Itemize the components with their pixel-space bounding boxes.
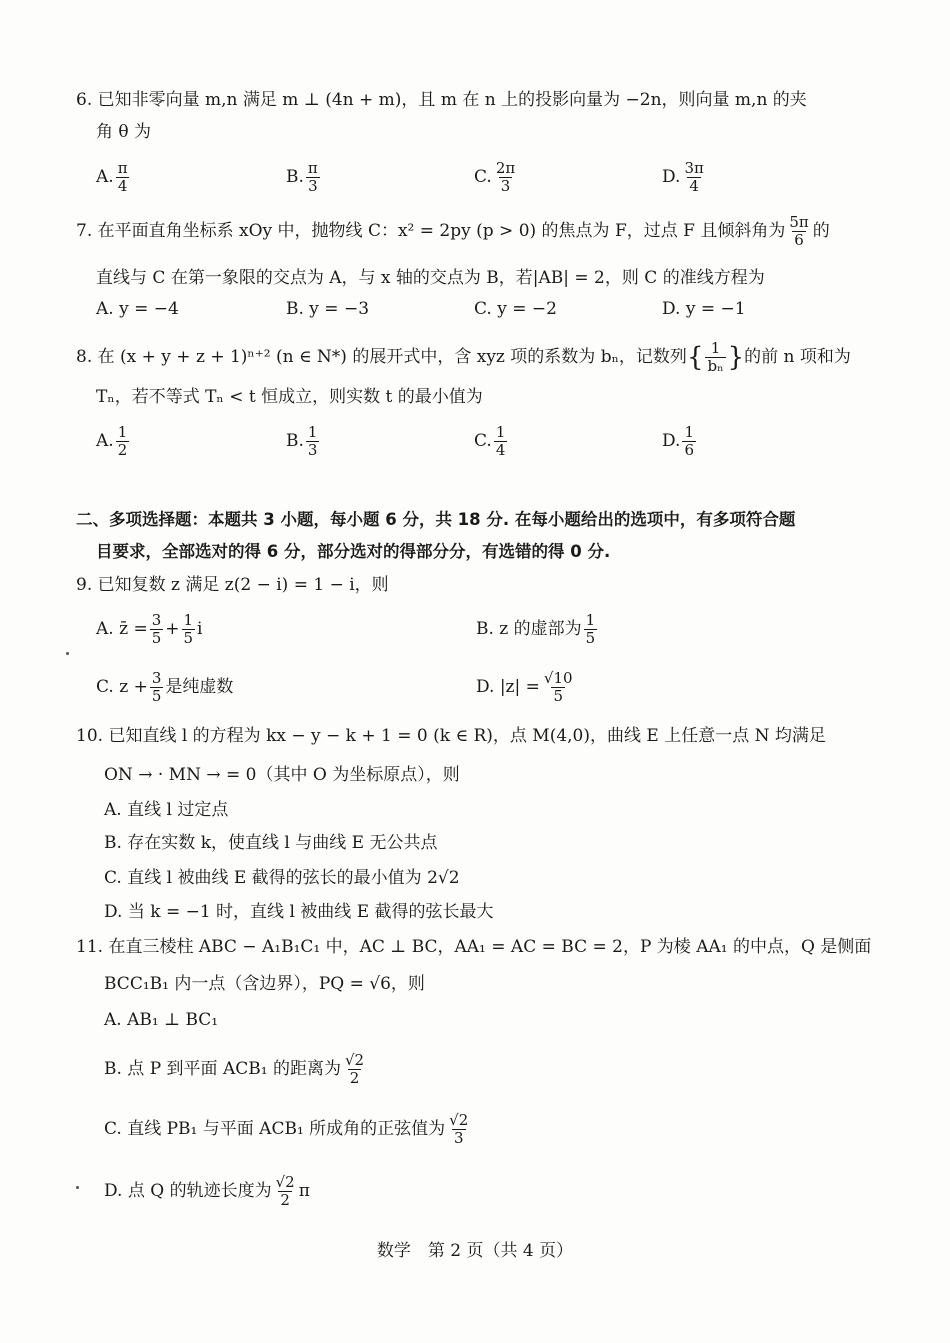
q6-option-d: D. $\frac{3\pi}{4}$ bbox=[662, 159, 704, 195]
q9-option-a: A. z̄ = $\frac{3}{5}$ + $\frac{1}{5}$ i bbox=[96, 611, 203, 647]
q9-option-d: D. |z| = $\frac{√10}{5}$ bbox=[476, 669, 573, 705]
q11-stem-line2: BCC₁B₁ 内一点（含边界），PQ = √6，则 bbox=[104, 974, 425, 994]
q8-option-b: B. $\frac{1}{3}$ bbox=[286, 423, 318, 459]
q11-option-c: C. 直线 PB₁ 与平面 ACB₁ 所成角的正弦值为 $\frac{√2}{3}$ bbox=[104, 1111, 469, 1147]
q11-option-d: D. 点 Q 的轨迹长度为 $\frac{√2}{2}$ π bbox=[104, 1173, 310, 1209]
q7-stem-line1: 7. 在平面直角坐标系 xOy 中，抛物线 C：x² = 2py (p > 0) 的焦点为 F，过点 F 且倾斜角为 $\frac{5\pi}{6}$ 的 bbox=[76, 213, 830, 249]
q10-option-d: D. 当 k = −1 时，直线 l 被曲线 E 截得的弦长最大 bbox=[104, 902, 494, 922]
q8-stem-line1: 8. 在 (x + y + z + 1)ⁿ⁺² (n ∈ N*) 的展开式中，含 xyz 项的系数为 bₙ，记数列{ $\frac{1}{\text{bₙ}}$ }的前 n 项和为 bbox=[76, 339, 851, 375]
q11-option-a: A. AB₁ ⊥ BC₁ bbox=[104, 1010, 219, 1030]
q6-option-c: C. $\frac{2\pi}{3}$ bbox=[474, 159, 516, 195]
q11-option-b: B. 点 P 到平面 ACB₁ 的距离为 $\frac{√2}{2}$ bbox=[104, 1051, 365, 1087]
q10-option-b: B. 存在实数 k，使直线 l 与曲线 E 无公共点 bbox=[104, 833, 438, 853]
q10-option-a: A. 直线 l 过定点 bbox=[104, 800, 229, 820]
q8-option-d: D. $\frac{1}{6}$ bbox=[662, 423, 694, 459]
scan-speck bbox=[76, 1186, 79, 1189]
q6-stem-line1: 6. 已知非零向量 m,n 满足 m ⊥ (4n + m)，且 m 在 n 上的投影向量为 −2n，则向量 m,n 的夹 bbox=[76, 90, 807, 110]
q10-stem-line1: 10. 已知直线 l 的方程为 kx − y − k + 1 = 0 (k ∈ R)，点 M(4,0)，曲线 E 上任意一点 N 均满足 bbox=[76, 726, 826, 746]
q8-option-c: C. $\frac{1}{4}$ bbox=[474, 423, 506, 459]
section2-heading-line2: 目要求，全部选对的得 6 分，部分选对的得部分分，有选错的得 0 分. bbox=[96, 542, 611, 561]
q11-stem-line1: 11. 在直三棱柱 ABC − A₁B₁C₁ 中，AC ⊥ BC，AA₁ = AC = BC = 2，P 为棱 AA₁ 的中点，Q 是侧面 bbox=[76, 937, 872, 957]
q7-option-d: D. y = −1 bbox=[662, 299, 746, 319]
q7-option-b: B. y = −3 bbox=[286, 299, 370, 319]
section2-heading-line1: 二、多项选择题：本题共 3 小题，每小题 6 分，共 18 分. 在每小题给出的选项中，有多项符合题 bbox=[76, 510, 796, 529]
q6-option-b: B. $\frac{\pi}{3}$ bbox=[286, 159, 318, 195]
q6-option-a: A. $\frac{\pi}{4}$ bbox=[96, 159, 128, 195]
q9-option-c: C. z + $\frac{3}{5}$ 是纯虚数 bbox=[96, 669, 234, 705]
page-footer: 数学 第 2 页（共 4 页） bbox=[376, 1241, 574, 1261]
q8-option-a: A. $\frac{1}{2}$ bbox=[96, 423, 128, 459]
q9-option-b: B. z 的虚部为 $\frac{1}{5}$ bbox=[476, 611, 596, 647]
q7-option-a: A. y = −4 bbox=[96, 299, 179, 319]
q7-option-c: C. y = −2 bbox=[474, 299, 557, 319]
q10-option-c: C. 直线 l 被曲线 E 截得的弦长的最小值为 2√2 bbox=[104, 868, 460, 888]
q8-stem-line2: Tₙ，若不等式 Tₙ < t 恒成立，则实数 t 的最小值为 bbox=[96, 387, 483, 407]
scan-speck bbox=[66, 652, 69, 655]
q7-stem-line2: 直线与 C 在第一象限的交点为 A，与 x 轴的交点为 B，若|AB| = 2，则 C 的准线方程为 bbox=[96, 268, 765, 288]
q6-stem-line2: 角 θ 为 bbox=[96, 122, 152, 142]
q9-stem: 9. 已知复数 z 满足 z(2 − i) = 1 − i，则 bbox=[76, 575, 389, 595]
q10-stem-line2: ON → · MN → = 0（其中 O 为坐标原点），则 bbox=[104, 765, 460, 785]
